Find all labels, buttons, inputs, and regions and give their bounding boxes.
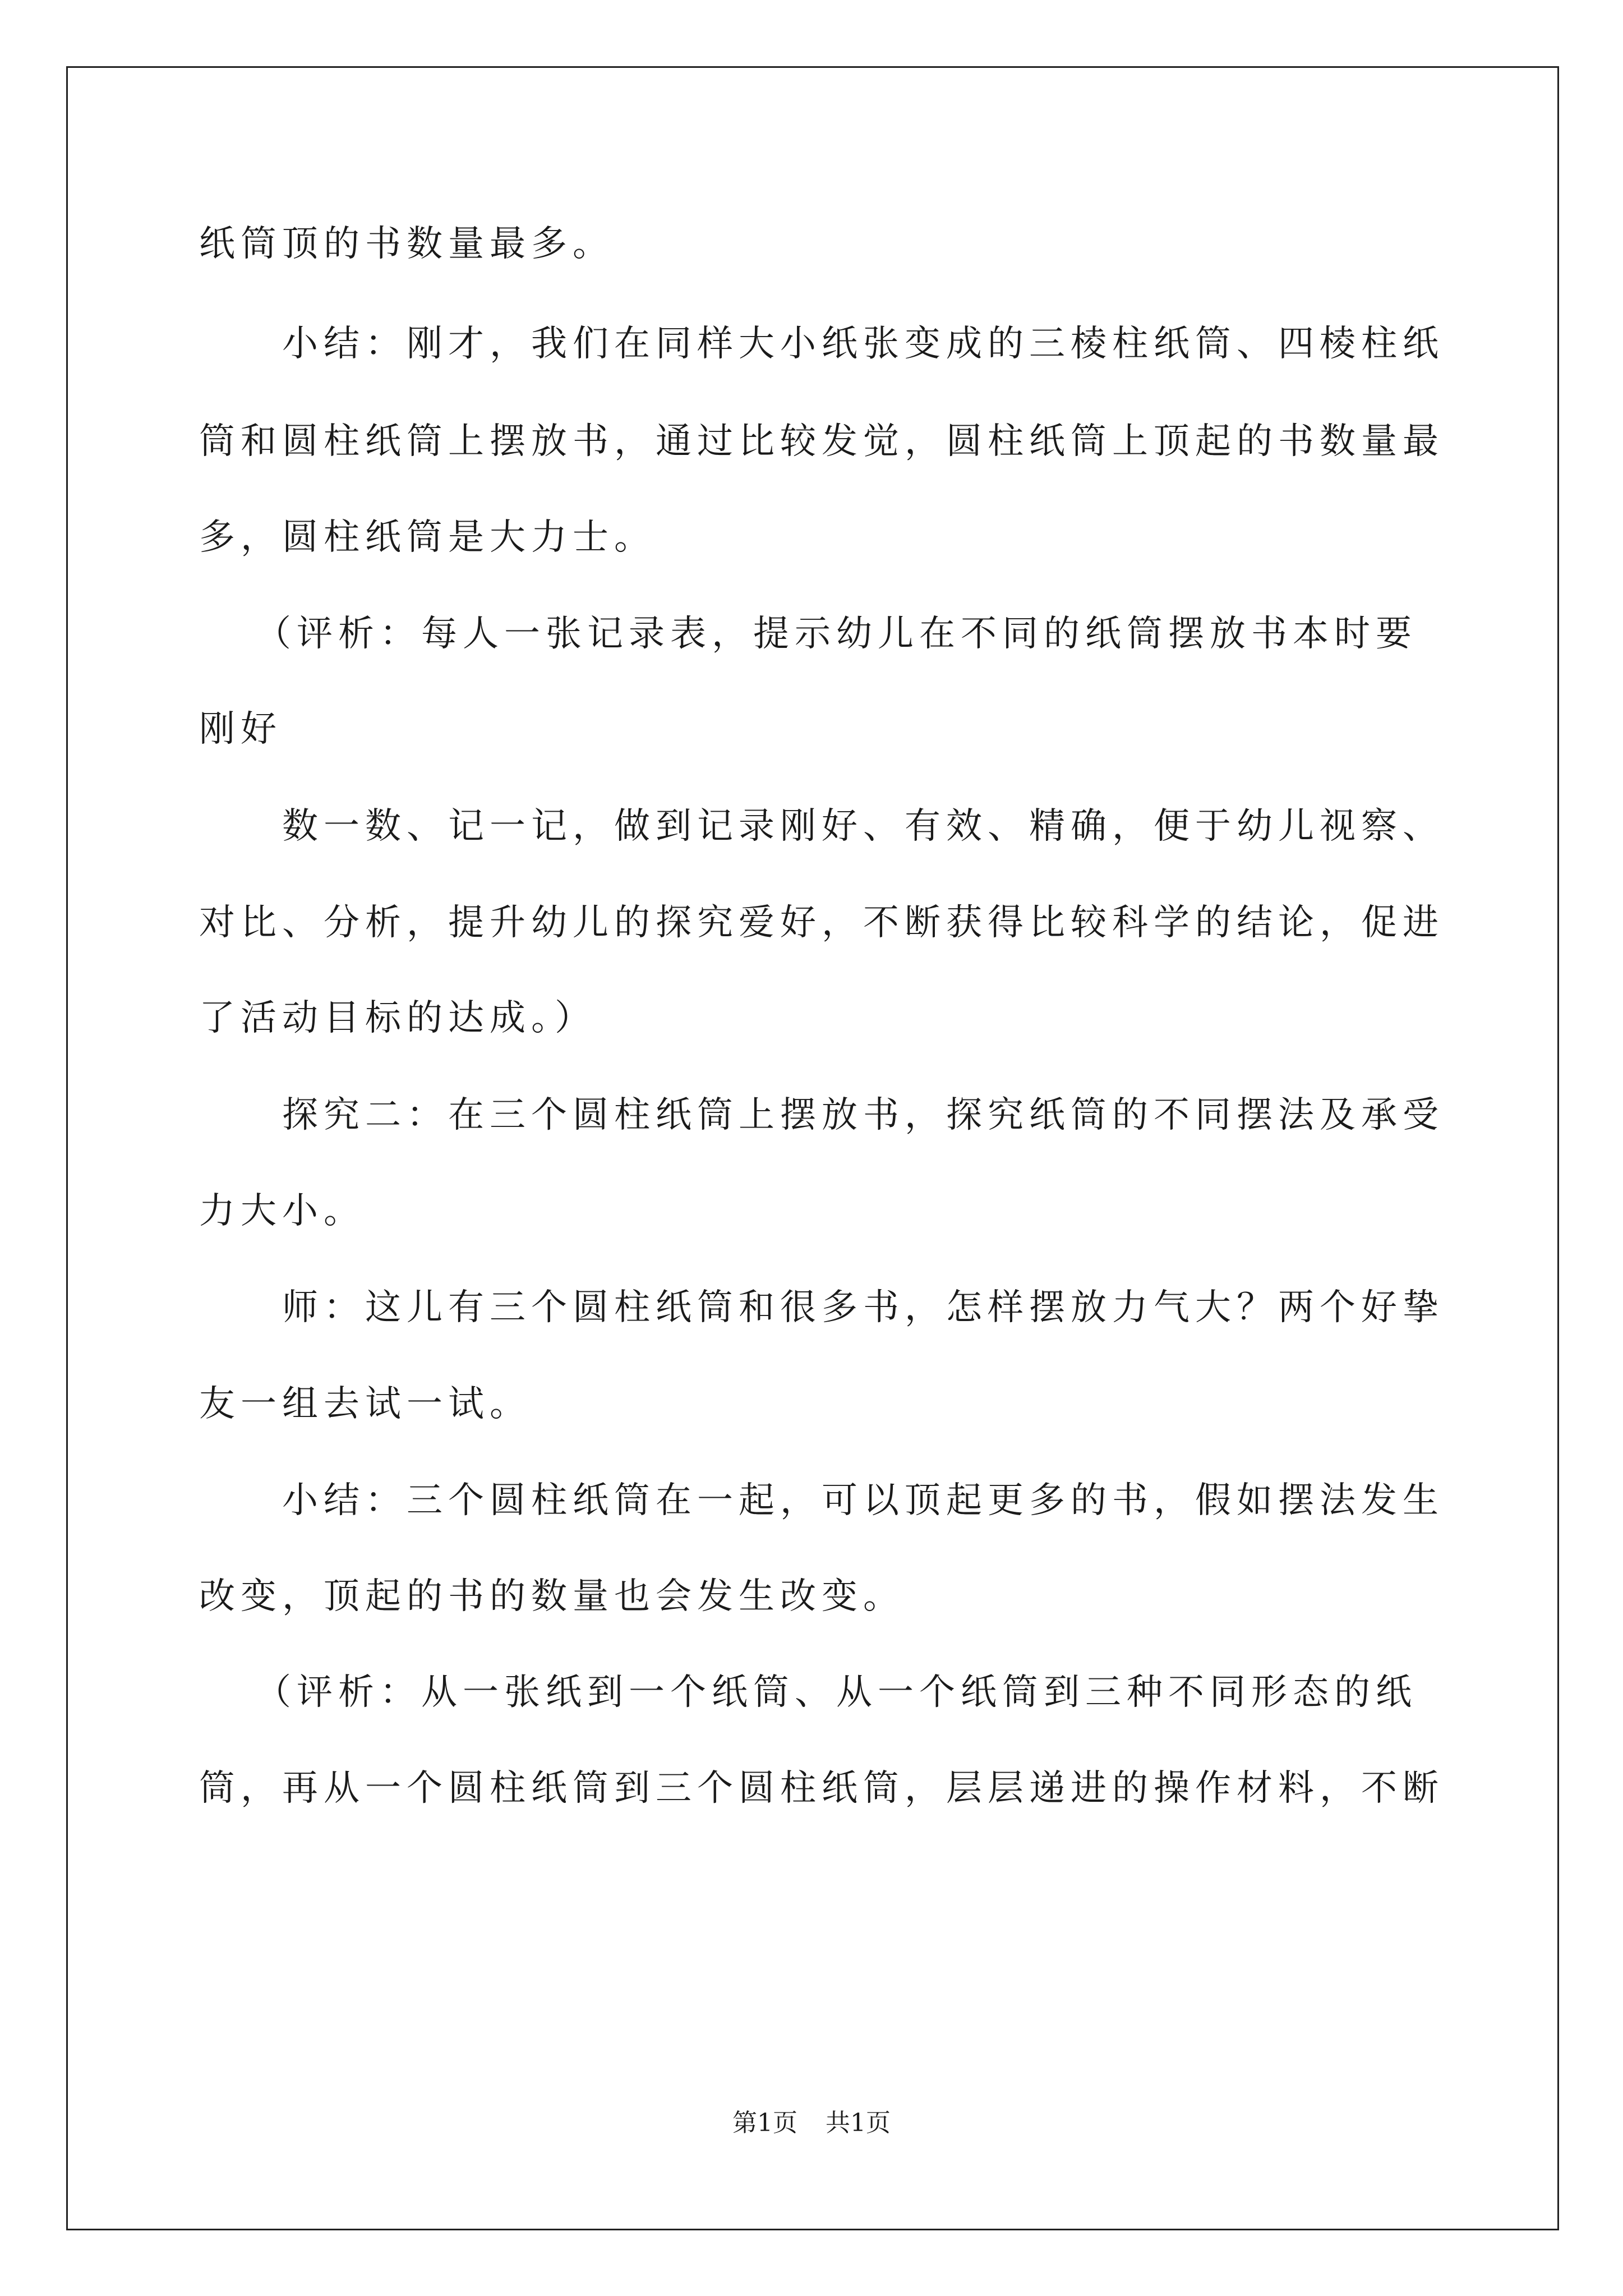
text-line: 小结：刚才，我们在同样大小纸张变成的三棱柱纸筒、四棱柱纸	[282, 323, 1444, 365]
page-total: 共1页	[826, 2109, 891, 2137]
text-line: 师：这儿有三个圆柱纸筒和很多书，怎样摆放力气大？两个好挚	[282, 1287, 1444, 1328]
text-line: （评析：从一张纸到一个纸筒、从一个纸筒到三种不同形态的纸	[255, 1672, 1417, 1713]
text-line: 改变，顶起的书的数量也会发生改变。	[199, 1576, 905, 1617]
page-footer	[0, 2106, 1623, 2140]
page-border	[66, 66, 1559, 2230]
text-line: 数一数、记一记，做到记录刚好、有效、精确，便于幼儿视察、	[282, 806, 1444, 847]
text-line: 探究二：在三个圆柱纸筒上摆放书，探究纸筒的不同摆法及承受	[282, 1094, 1444, 1136]
text-line: 多，圆柱纸筒是大力士。	[199, 517, 656, 558]
text-line: 力大小。	[199, 1190, 365, 1232]
text-line: （评析：每人一张记录表，提示幼儿在不同的纸筒摆放书本时要	[255, 613, 1417, 655]
text-line: 了活动目标的达成。）	[199, 997, 596, 1039]
text-line: 友一组去试一试。	[199, 1383, 531, 1425]
text-line: 对比、分析，提升幼儿的探究爱好，不断获得比较科学的结论，促进	[199, 902, 1444, 944]
text-line: 筒，再从一个圆柱纸筒到三个圆柱纸筒，层层递进的操作材料，不断	[199, 1768, 1444, 1809]
page-number: 第1页	[732, 2109, 797, 2137]
text-line: 小结：三个圆柱纸筒在一起，可以顶起更多的书，假如摆法发生	[282, 1480, 1444, 1521]
text-line: 纸筒顶的书数量最多。	[199, 223, 614, 265]
text-line: 筒和圆柱纸筒上摆放书，通过比较发觉，圆柱纸筒上顶起的书数量最	[199, 421, 1444, 462]
text-line: 刚好	[199, 708, 282, 750]
